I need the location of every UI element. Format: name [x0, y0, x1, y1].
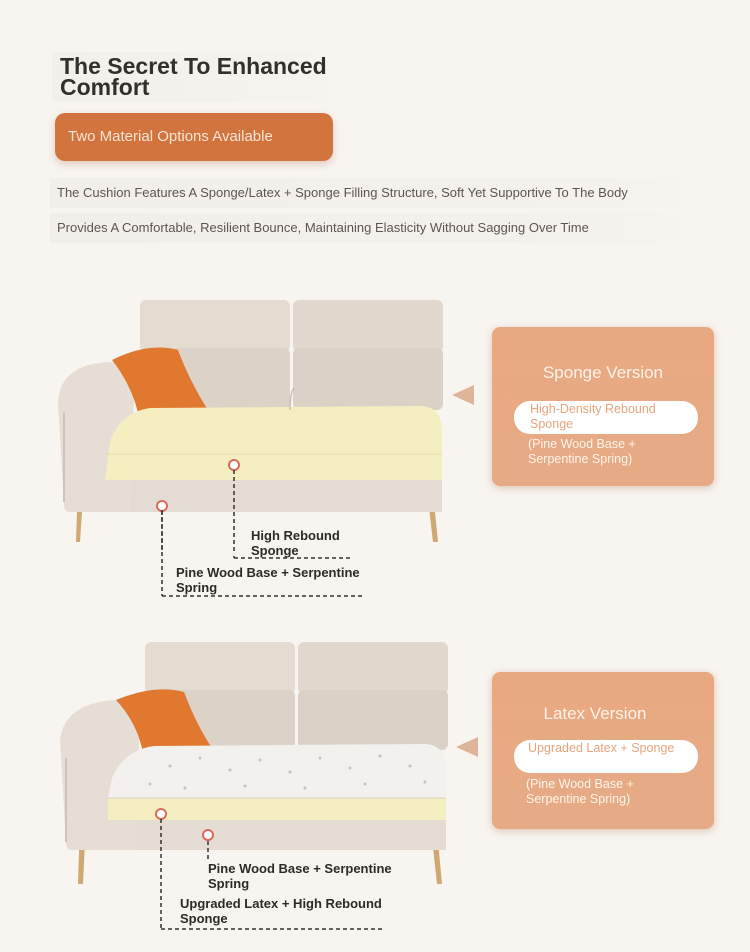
pointer-arrow-icon	[456, 737, 478, 757]
card-title: Latex Version	[543, 704, 647, 723]
latex-version-card	[492, 672, 714, 829]
card-title: Sponge Version	[542, 363, 664, 382]
material-options-badge: Two Material Options Available	[55, 113, 333, 161]
sponge-version-card	[492, 327, 714, 486]
card-note: (Pine Wood Base + Serpentine Spring)	[526, 777, 634, 806]
description-line-2: Provides A Comfortable, Resilient Bounce, Maintaining Elasticity Without Sagging Over Time	[50, 213, 702, 243]
callout-high-rebound-sponge: High Rebound Sponge	[251, 528, 340, 558]
card-chip: Upgraded Latex + Sponge	[514, 740, 698, 773]
pointer-arrow-icon	[452, 385, 474, 405]
callout-latex-pine-wood-base: Pine Wood Base + Serpentine Spring	[208, 861, 392, 891]
card-note: (Pine Wood Base + Serpentine Spring)	[528, 437, 636, 466]
callout-pine-wood-base: Pine Wood Base + Serpentine Spring	[176, 565, 360, 595]
page-title: The Secret To Enhanced Comfort	[52, 52, 350, 102]
card-chip: High-Density Rebound Sponge	[514, 401, 698, 434]
callout-upgraded-latex: Upgraded Latex + High Rebound Sponge	[180, 896, 382, 926]
description-line-1: The Cushion Features A Sponge/Latex + Sponge Filling Structure, Soft Yet Supportive To The Body	[50, 178, 702, 208]
